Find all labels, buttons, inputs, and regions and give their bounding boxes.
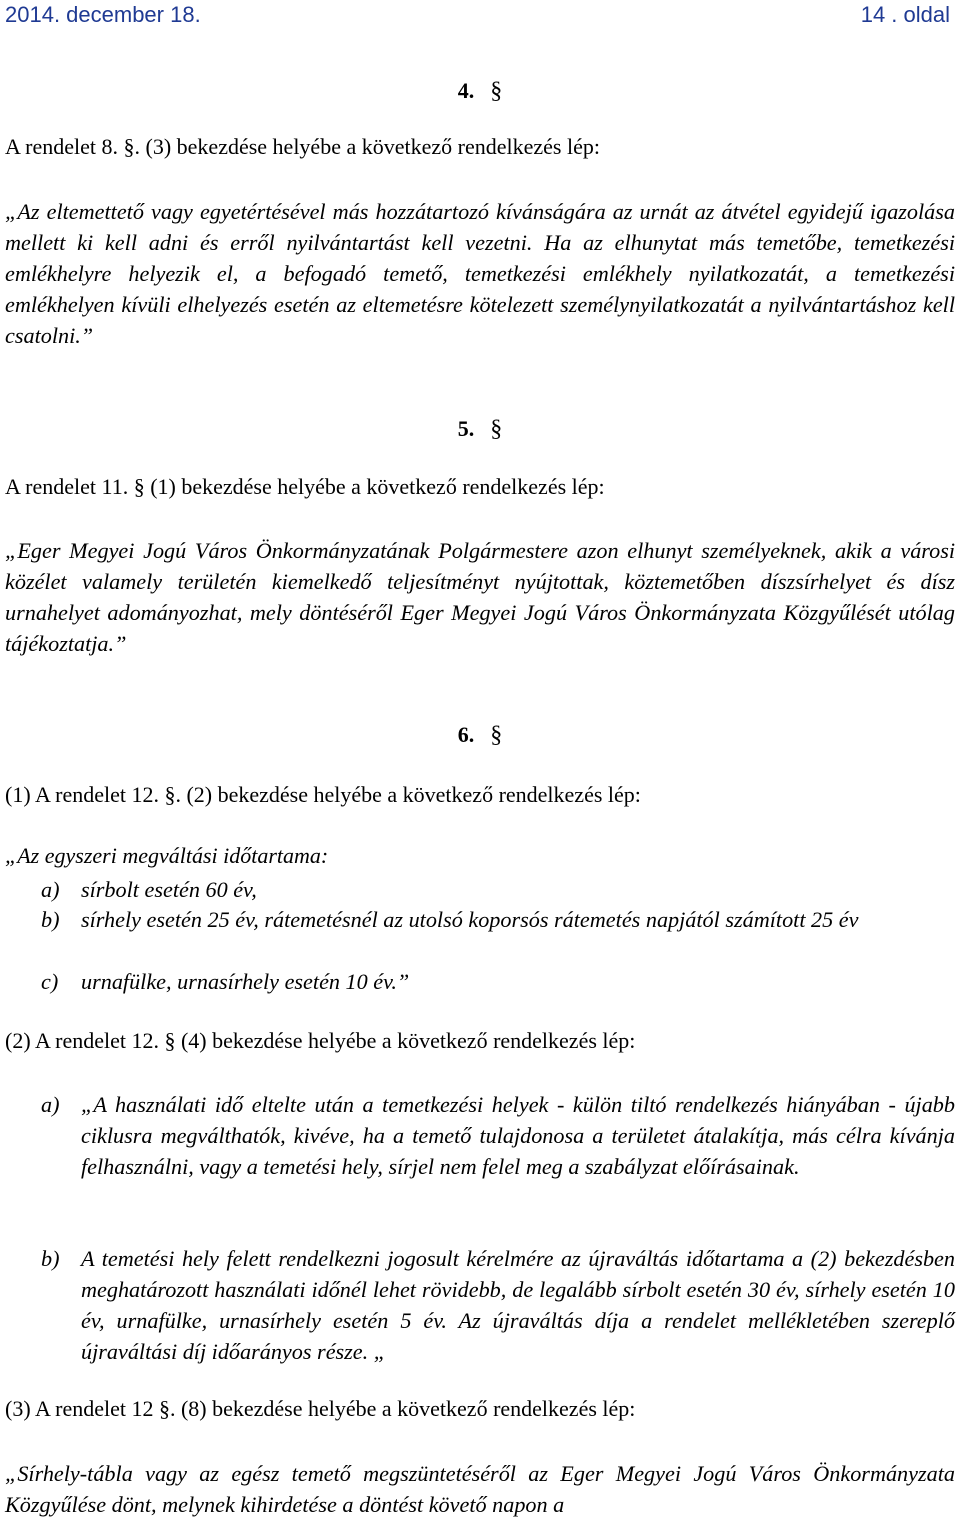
section-sign: § — [490, 78, 503, 104]
section-6-paragraph-2-intro: (2) A rendelet 12. § (4) bekezdése helyébe a következő rendelkezés lép: — [5, 1028, 636, 1053]
list-marker: b) — [41, 1246, 60, 1271]
list-item-a — [41, 1089, 955, 1213]
section-4-intro: A rendelet 8. §. (3) bekezdése helyébe a következő rendelkezés lép: — [5, 134, 600, 159]
section-heading-5 — [0, 416, 960, 443]
list-item-c — [41, 966, 955, 997]
page-header — [5, 2, 950, 30]
list-item-text: A temetési hely felett rendelkezni jogosult kérelmére az újraváltás időtartama a (2) bekezdésben meghatározott használati időnél lehet rövidebb, de legalább sírbolt esetén 30 év, sírhely esetén 10 év, urnafülke, urnasírhely esetén 5 év. Az újraváltás díja a rendelet mellékletében szereplő újraváltási díj időarányos része. „ — [81, 1246, 955, 1364]
section-5-quote: „Eger Megyei Jogú Város Önkormányzatának Polgármestere azon elhunyt személyeknek, akik a városi közélet valamely területén kiemelkedő teljesítményt nyújtottak, köztemetőben díszsírhelyet és dísz urnahelyet adományozhat, mely döntéséről Eger Megyei Jogú Város Önkormányzata Közgyűlését utólag tájékoztatja.” — [5, 538, 955, 656]
list-item-text: urnafülke, urnasírhely esetén 10 év.” — [81, 969, 410, 994]
section-6-paragraph-3-intro: (3) A rendelet 12 §. (8) bekezdése helyébe a következő rendelkezés lép: — [5, 1396, 636, 1421]
section-6-quote-head: „Az egyszeri megváltási időtartama: — [5, 843, 329, 868]
section-number: 6. — [457, 722, 475, 747]
section-sign: § — [490, 416, 503, 442]
list-item-text: „A használati idő eltelte után a temetkezési helyek - külön tiltó rendelkezés hiányában - újabb ciklusra megválthatók, kivéve, ha a temető tulajdonosa a területet átalakítja, más célra kívánja felhasználni, vagy a temetési hely, sírjel nem felel meg a szabályzat előírásainak. — [81, 1092, 955, 1179]
list-item-b — [41, 904, 955, 966]
list-item-text: sírhely esetén 25 év, rátemetésnél az utolsó koporsós rátemetés napjától számított 25 év — [81, 907, 859, 932]
section-6-paragraph-1-intro: (1) A rendelet 12. §. (2) bekezdése helyébe a következő rendelkezés lép: — [5, 782, 641, 807]
section-4-quote: „Az eltemettető vagy egyetértésével más hozzátartozó kívánságára az urnát az átvétel egyidejű igazolása mellett ki kell adni és erről nyilvántartást kell vezetni. Ha az elhunytat más temetőbe, temetkezési emlékhelyre helyezik el, a befogadó temető, temetkezési emlékhely nyilatkozatát, a temetkezési emlékhelyen kívüli elhelyezés esetén az eltemetésre kötelezett személynyilatkozatát a nyilvántartáshoz kell csatolni.” — [5, 199, 955, 348]
list-marker: b) — [41, 907, 60, 932]
list-marker: c) — [41, 969, 59, 994]
list-item-a — [41, 874, 955, 905]
list-marker: a) — [41, 877, 60, 902]
section-heading-6 — [0, 722, 960, 749]
header-date: 2014. december 18. — [5, 2, 201, 27]
list-marker: a) — [41, 1092, 60, 1117]
section-5-intro: A rendelet 11. § (1) bekezdése helyébe a következő rendelkezés lép: — [5, 474, 605, 499]
list-item-b — [41, 1243, 955, 1367]
section-number: 4. — [457, 78, 475, 103]
section-6-paragraph-3-quote: „Sírhely-tábla vagy az egész temető megszüntetéséről az Eger Megyei Jogú Város Önkormányzata Közgyűlése dönt, melynek kihirdetése a döntést követő napon a — [5, 1461, 955, 1517]
section-number: 5. — [457, 416, 475, 441]
section-heading-4 — [0, 78, 960, 105]
section-sign: § — [490, 722, 503, 748]
header-page-number: 14 . oldal — [860, 2, 950, 27]
list-item-text: sírbolt esetén 60 év, — [81, 877, 257, 902]
